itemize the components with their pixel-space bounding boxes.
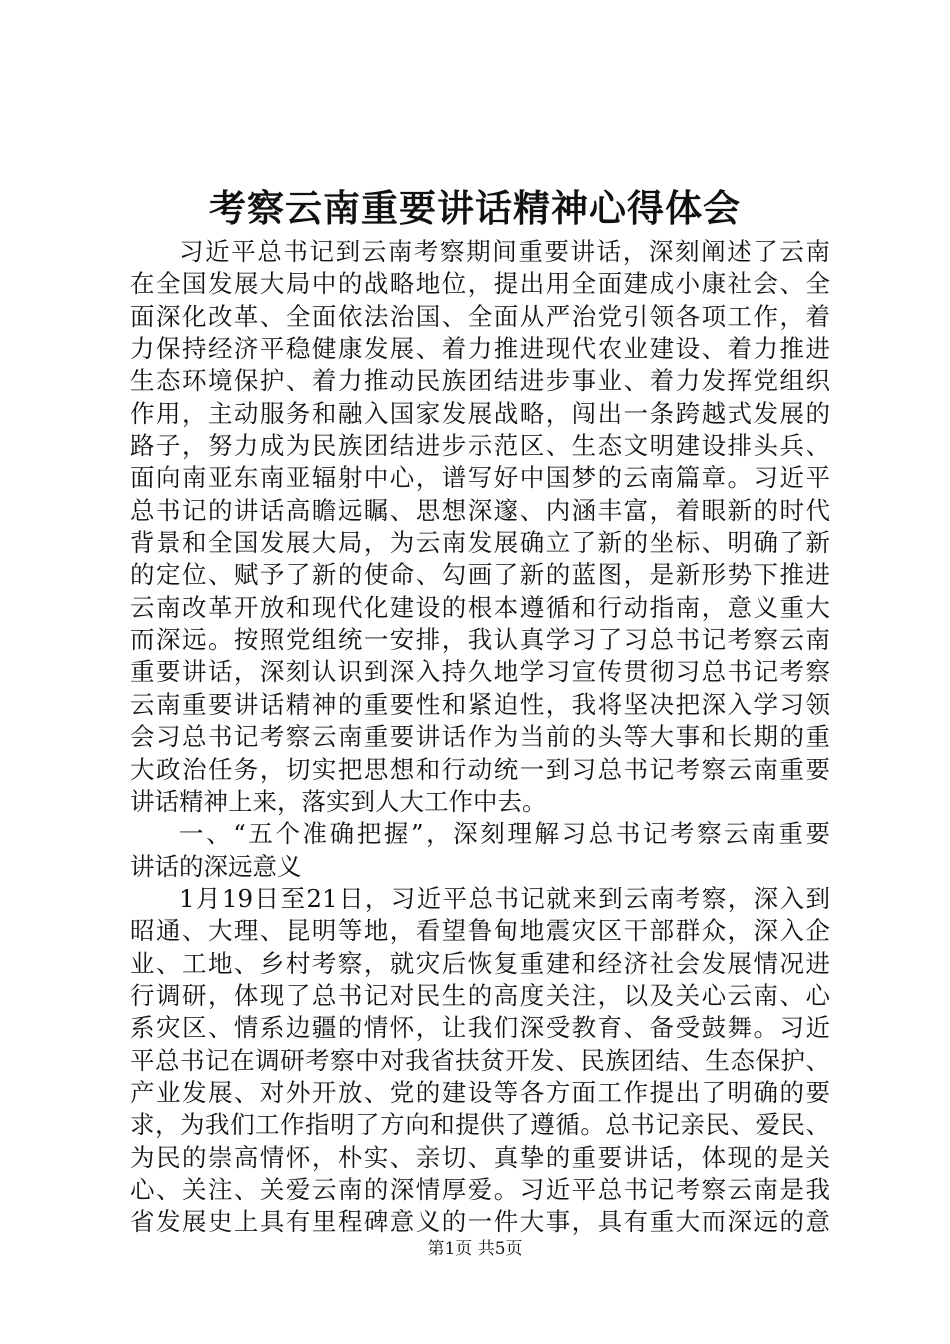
paragraph-line: 求，为我们工作指明了方向和提供了遵循。总书记亲民、爱民、 bbox=[130, 1110, 830, 1140]
paragraph-line: 背景和全国发展大局，为云南发展确立了新的坐标、明确了新 bbox=[130, 528, 830, 558]
paragraph-line: 在全国发展大局中的战略地位，提出用全面建成小康社会、全 bbox=[130, 269, 830, 299]
paragraph-line: 生态环境保护、着力推动民族团结进步事业、着力发挥党组织 bbox=[130, 366, 830, 396]
paragraph-line: 为民的崇高情怀，朴实、亲切、真挚的重要讲话，体现的是关 bbox=[130, 1142, 830, 1172]
paragraph-line: 习近平总书记到云南考察期间重要讲话，深刻阐述了云南 bbox=[179, 237, 830, 266]
paragraph-line: 业、工地、乡村考察，就灾后恢复重建和经济社会发展情况进 bbox=[130, 948, 830, 978]
document-body bbox=[130, 236, 830, 1239]
paragraph-line: 云南重要讲话精神的重要性和紧迫性，我将坚决把深入学习领 bbox=[130, 689, 830, 719]
paragraph-line: 重要讲话，深刻认识到深入持久地学习宣传贯彻习总书记考察 bbox=[130, 657, 830, 687]
paragraph-line: 系灾区、情系边疆的情怀，让我们深受教育、备受鼓舞。习近 bbox=[130, 1013, 830, 1043]
page-footer bbox=[0, 1236, 950, 1262]
paragraph-line: 讲话精神上来，落实到人大工作中去。 bbox=[130, 786, 547, 816]
document-title: 考察云南重要讲话精神心得体会 bbox=[209, 186, 741, 230]
paragraph-line: 面向南亚东南亚辐射中心，谱写好中国梦的云南篇章。习近平 bbox=[130, 463, 830, 493]
section-heading-line: 一、“五个准确把握”，深刻理解习总书记考察云南重要 bbox=[179, 819, 830, 849]
paragraph-line: 产业发展、对外开放、党的建设等各方面工作提出了明确的要 bbox=[130, 1077, 830, 1107]
paragraph-line: 1月19日至21日，习近平总书记就来到云南考察，深入到 bbox=[179, 883, 830, 913]
paragraph-line: 心、关注、关爱云南的深情厚爱。习近平总书记考察云南是我 bbox=[130, 1174, 830, 1204]
paragraph-line: 而深远。按照党组统一安排，我认真学习了习总书记考察云南 bbox=[130, 625, 830, 655]
paragraph-line: 省发展史上具有里程碑意义的一件大事，具有重大而深远的意 bbox=[130, 1207, 830, 1237]
paragraph-line: 大政治任务，切实把思想和行动统一到习总书记考察云南重要 bbox=[130, 754, 830, 784]
paragraph-line: 路子，努力成为民族团结进步示范区、生态文明建设排头兵、 bbox=[130, 431, 830, 461]
paragraph-line: 面深化改革、全面依法治国、全面从严治党引领各项工作，着 bbox=[130, 301, 830, 331]
page-indicator: 第1页 共5页 bbox=[427, 1239, 523, 1259]
paragraph-line: 平总书记在调研考察中对我省扶贫开发、民族团结、生态保护、 bbox=[130, 1045, 830, 1075]
paragraph-line: 总书记的讲话高瞻远瞩、思想深邃、内涵丰富，着眼新的时代 bbox=[130, 495, 830, 525]
section-heading-line: 讲话的深远意义 bbox=[130, 851, 302, 881]
paragraph-line: 行调研，体现了总书记对民生的高度关注，以及关心云南、心 bbox=[130, 980, 830, 1010]
paragraph-line: 云南改革开放和现代化建设的根本遵循和行动指南，意义重大 bbox=[130, 592, 830, 622]
paragraph-line: 力保持经济平稳健康发展、着力推进现代农业建设、着力推进 bbox=[130, 334, 830, 364]
paragraph-line: 的定位、赋予了新的使命、勾画了新的蓝图，是新形势下推进 bbox=[130, 560, 830, 590]
paragraph-line: 昭通、大理、昆明等地，看望鲁甸地震灾区干部群众，深入企 bbox=[130, 916, 830, 946]
paragraph-line: 作用，主动服务和融入国家发展战略，闯出一条跨越式发展的 bbox=[130, 398, 830, 428]
paragraph-line: 会习总书记考察云南重要讲话作为当前的头等大事和长期的重 bbox=[130, 722, 830, 752]
